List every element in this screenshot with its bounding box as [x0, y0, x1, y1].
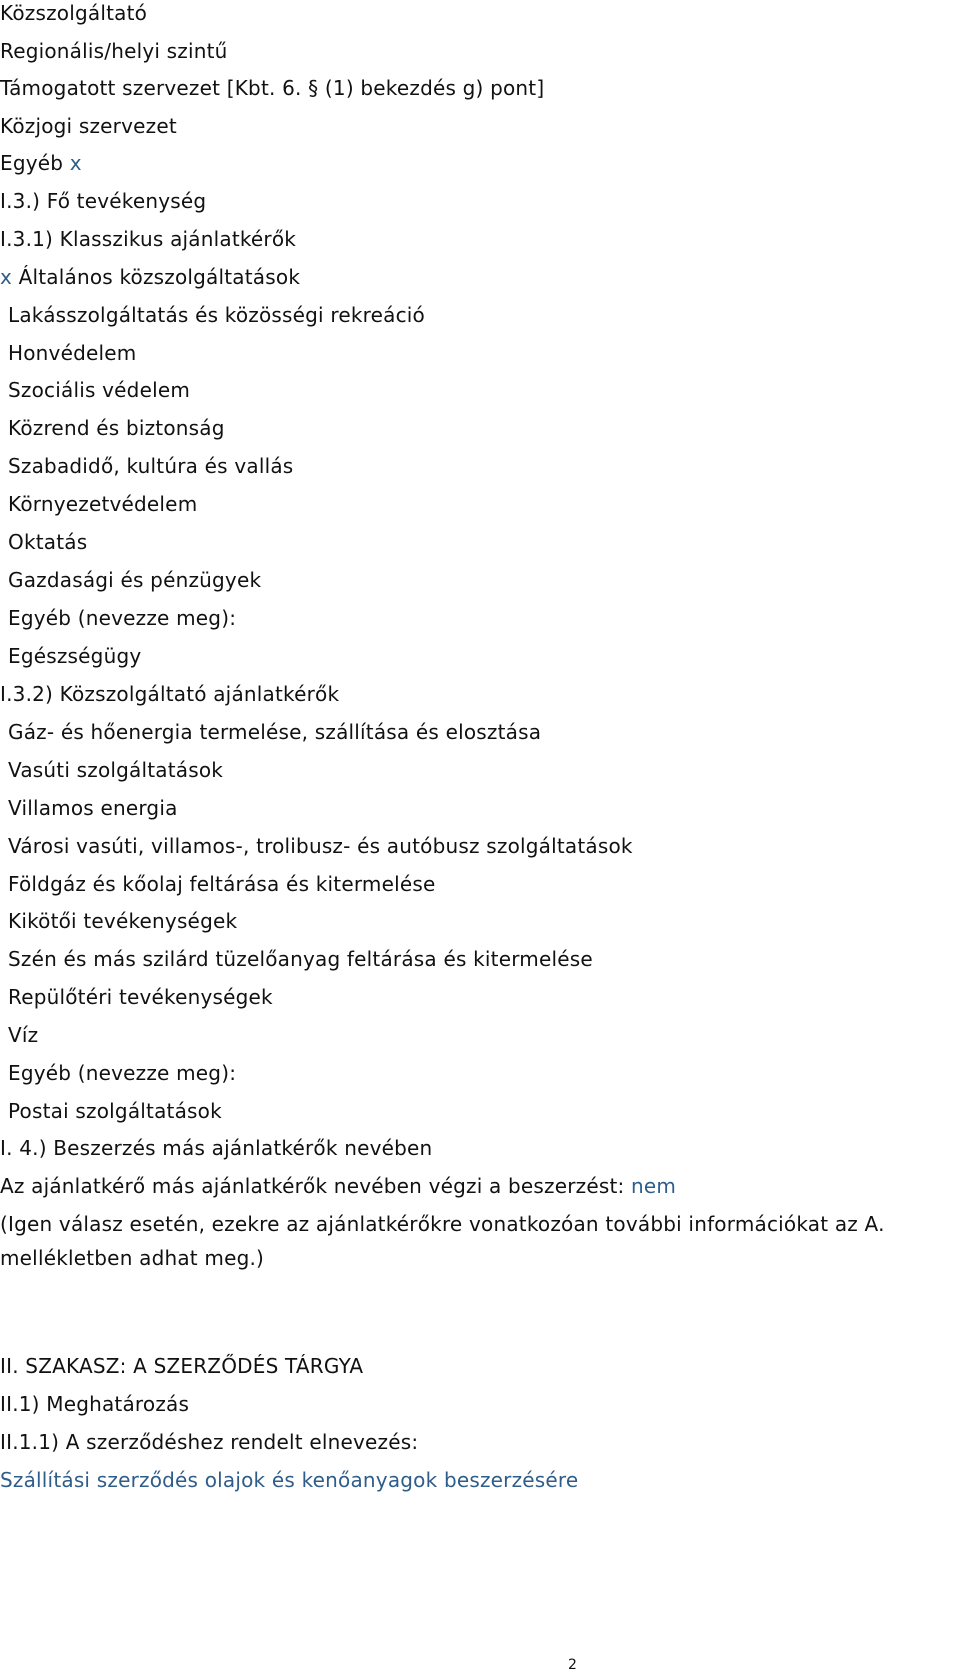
- other-entities-note-line2: mellékletben adhat meg.): [0, 1246, 265, 1270]
- classic-item: Szociális védelem: [8, 378, 191, 402]
- org-type-public-utility: Közszolgáltató: [0, 1, 148, 25]
- general-public-services-mark: x: [0, 265, 13, 289]
- classic-item: Szabadidő, kultúra és vallás: [8, 454, 294, 478]
- classic-item: Lakásszolgáltatás és közösségi rekreáció: [8, 303, 425, 327]
- org-type-other-label: Egyéb: [0, 151, 70, 175]
- org-type-supported: Támogatott szervezet [Kbt. 6. § (1) bekezdés g) pont]: [0, 76, 545, 100]
- section-title: II. SZAKASZ: A SZERZŐDÉS TÁRGYA: [0, 1354, 364, 1378]
- other-entities-note-line1: (Igen válasz esetén, ezekre az ajánlatkérőkre vonatkozóan további információkat az A.: [0, 1212, 885, 1236]
- classic-item: Egyéb (nevezze meg):: [8, 606, 237, 630]
- utility-item: Kikötői tevékenységek: [8, 909, 238, 933]
- utility-item: Gáz- és hőenergia termelése, szállítása és elosztása: [8, 720, 542, 744]
- general-public-services-item: [0, 264, 300, 290]
- main-activity-heading: I.3.) Fő tevékenység: [0, 189, 207, 213]
- other-entities-answer: nem: [631, 1174, 677, 1198]
- classic-item: Egészségügy: [8, 644, 142, 668]
- classic-item: Honvédelem: [8, 341, 137, 365]
- contract-name-label: II.1.1) A szerződéshez rendelt elnevezés:: [0, 1430, 419, 1454]
- contract-name-value: Szállítási szerződés olajok és kenőanyagok beszerzésére: [0, 1468, 579, 1492]
- org-type-other-mark: x: [69, 151, 82, 175]
- other-entities-heading: I. 4.) Beszerzés más ajánlatkérők nevében: [0, 1136, 433, 1160]
- utility-item: Egyéb (nevezze meg):: [8, 1061, 237, 1085]
- classic-item: Gazdasági és pénzügyek: [8, 568, 262, 592]
- classic-item: Környezetvédelem: [8, 492, 198, 516]
- classic-item: Közrend és biztonság: [8, 416, 225, 440]
- other-entities-question-text: Az ajánlatkérő más ajánlatkérők nevében végzi a beszerzést:: [0, 1174, 632, 1198]
- utility-contracting-heading: I.3.2) Közszolgáltató ajánlatkérők: [0, 682, 340, 706]
- page-number: 2: [568, 1657, 577, 1673]
- classic-contracting-heading: I.3.1) Klasszikus ajánlatkérők: [0, 227, 297, 251]
- utility-item: Szén és más szilárd tüzelőanyag feltárása és kitermelése: [8, 947, 593, 971]
- utility-item: Vasúti szolgáltatások: [8, 758, 224, 782]
- utility-item: Víz: [8, 1023, 39, 1047]
- utility-item: Földgáz és kőolaj feltárása és kitermelése: [8, 872, 436, 896]
- org-type-public-law: Közjogi szervezet: [0, 114, 177, 138]
- classic-item: Oktatás: [8, 530, 88, 554]
- utility-item: Postai szolgáltatások: [8, 1099, 222, 1123]
- section-subheading: II.1) Meghatározás: [0, 1392, 190, 1416]
- other-entities-question: [0, 1173, 676, 1199]
- org-type-other: [0, 150, 82, 176]
- utility-item: Városi vasúti, villamos-, trolibusz- és autóbusz szolgáltatások: [8, 834, 633, 858]
- org-type-regional: Regionális/helyi szintű: [0, 39, 228, 63]
- utility-item: Repülőtéri tevékenységek: [8, 985, 273, 1009]
- general-public-services-label: Általános közszolgáltatások: [12, 265, 301, 289]
- utility-item: Villamos energia: [8, 796, 178, 820]
